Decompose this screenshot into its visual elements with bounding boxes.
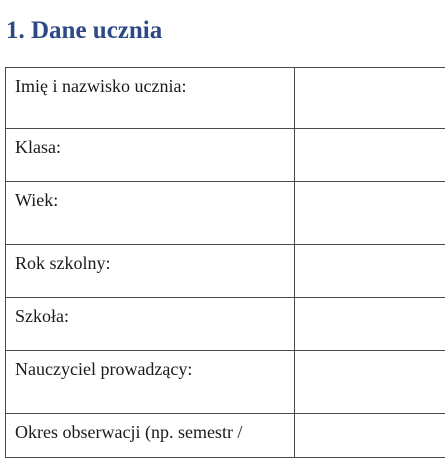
label-cell-teacher [6, 351, 295, 414]
table-row [6, 414, 445, 458]
school-label: Szkoła: [15, 304, 286, 328]
observation-period-field[interactable] [295, 414, 445, 458]
label-cell-school-year [6, 245, 295, 298]
table-row [6, 68, 445, 129]
table-row [6, 129, 445, 182]
school-field[interactable] [295, 298, 445, 351]
student-name-field[interactable] [295, 68, 445, 129]
class-label: Klasa: [15, 135, 286, 159]
teacher-label: Nauczyciel prowadzący: [15, 357, 286, 381]
teacher-field[interactable] [295, 351, 445, 414]
label-cell-class [6, 129, 295, 182]
table-row [6, 351, 445, 414]
label-cell-age [6, 182, 295, 245]
label-cell-student-name [6, 68, 295, 129]
age-label: Wiek: [15, 188, 286, 212]
age-field[interactable] [295, 182, 445, 245]
table-row [6, 245, 445, 298]
table-row [6, 182, 445, 245]
observation-period-label: Okres obserwacji (np. semestr / [15, 420, 286, 444]
student-data-table [5, 67, 445, 458]
label-cell-observation-period [6, 414, 295, 458]
label-cell-school [6, 298, 295, 351]
table-row [6, 298, 445, 351]
section-title: 1. Dane ucznia [6, 14, 162, 48]
school-year-label: Rok szkolny: [15, 251, 286, 275]
school-year-field[interactable] [295, 245, 445, 298]
class-field[interactable] [295, 129, 445, 182]
student-name-label: Imię i nazwisko ucznia: [15, 74, 286, 98]
